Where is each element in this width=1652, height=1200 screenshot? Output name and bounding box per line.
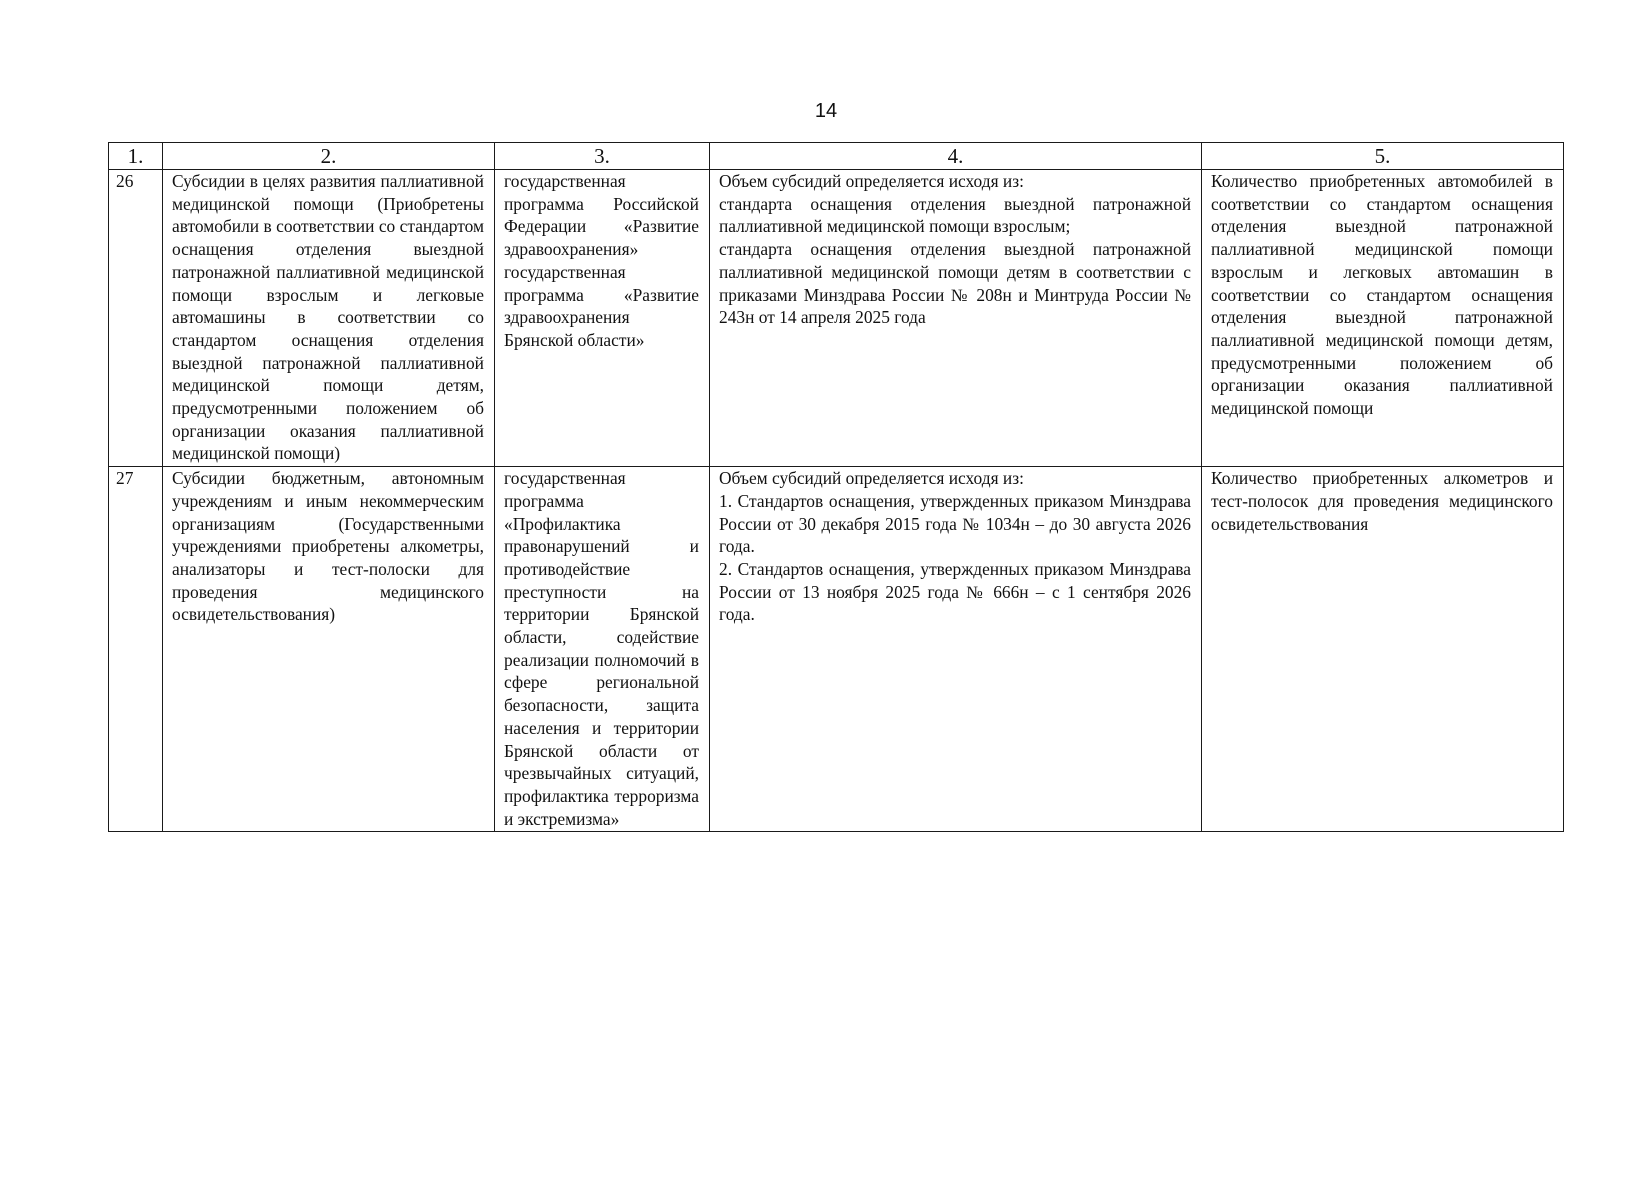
volume-determination-cell — [710, 170, 1202, 467]
column-header-2: 2. — [163, 143, 495, 170]
row-number: 26 — [109, 170, 163, 467]
volume-paragraph: 2. Стандартов оснащения, утвержденных приказом Минздрава России от 13 ноября 2025 года № 666н – с 1 сентября 2026 года. — [719, 558, 1191, 625]
volume-paragraph: стандарта оснащения отделения выездной патронажной паллиативной медицинской помощи взрослым; — [719, 193, 1191, 237]
volume-paragraph: 1. Стандартов оснащения, утвержденных приказом Минздрава России от 30 декабря 2015 года № 1034н – до 30 августа 2026 года. — [719, 490, 1191, 557]
row-number: 27 — [109, 467, 163, 832]
result-indicator-cell: Количество приобретенных автомобилей в соответствии со стандартом оснащения отделения выездной патронажной паллиативной медицинской помощи взрослым и легковых автомашин в соответствии со стандартом оснащения отделения выездной патронажной паллиативной медицинской помощи детям, предусмотренными положением об организации оказания паллиативной медицинской помощи — [1202, 170, 1564, 467]
page-number: 14 — [814, 100, 838, 122]
volume-paragraph: Объем субсидий определяется исходя из: — [719, 171, 1024, 191]
program-name: государственная программа Российской Федерации «Развитие здравоохранения» — [504, 171, 699, 260]
column-header-1: 1. — [109, 143, 163, 170]
column-header-5: 5. — [1202, 143, 1564, 170]
table-row — [109, 170, 1564, 467]
volume-paragraph: стандарта оснащения отделения выездной патронажной паллиативной медицинской помощи детям в соответствии с приказами Минздрава России № 208н и Минтруда России № 243н от 14 апреля 2025 года — [719, 239, 1191, 328]
volume-paragraph: Объем субсидий определяется исходя из: — [719, 468, 1024, 489]
program-cell — [495, 467, 710, 832]
subsidy-description-cell: Субсидии бюджетным, автономным учреждениям и иным некоммерческим организациям (Государственными учреждениями приобретены алкометры, анализаторы и тест-полоски для проведения медицинского освидетельствования) — [163, 467, 495, 832]
table-header-row — [109, 143, 1564, 170]
result-indicator-cell: Количество приобретенных алкометров и тест-полосок для проведения медицинского освидетельствования — [1202, 467, 1564, 832]
column-header-4: 4. — [710, 143, 1202, 170]
volume-determination-cell — [710, 467, 1202, 832]
subsidy-description-cell: Субсидии в целях развития паллиативной медицинской помощи (Приобретены автомобили в соответствии со стандартом оснащения отделения выездной патронажной паллиативной медицинской помощи взрослым и легковые автомашины в соответствии со стандартом оснащения отделения выездной патронажной паллиативной медицинской помощи детям, предусмотренными положением об организации оказания паллиативной медицинской помощи) — [163, 170, 495, 467]
column-header-3: 3. — [495, 143, 710, 170]
program-name: государственная программа «Развитие здравоохранения Брянской области» — [504, 261, 699, 350]
subsidies-table — [108, 142, 1564, 832]
table-row — [109, 467, 1564, 832]
program-cell — [495, 170, 710, 467]
program-name: государственная программа «Профилактика правонарушений и противодействие преступности на территории Брянской области, содействие реализации полномочий в сфере региональной безопасности, защита населения и территории Брянской области от чрезвычайных ситуаций, профилактика терроризма и экстремизма» — [504, 468, 699, 829]
